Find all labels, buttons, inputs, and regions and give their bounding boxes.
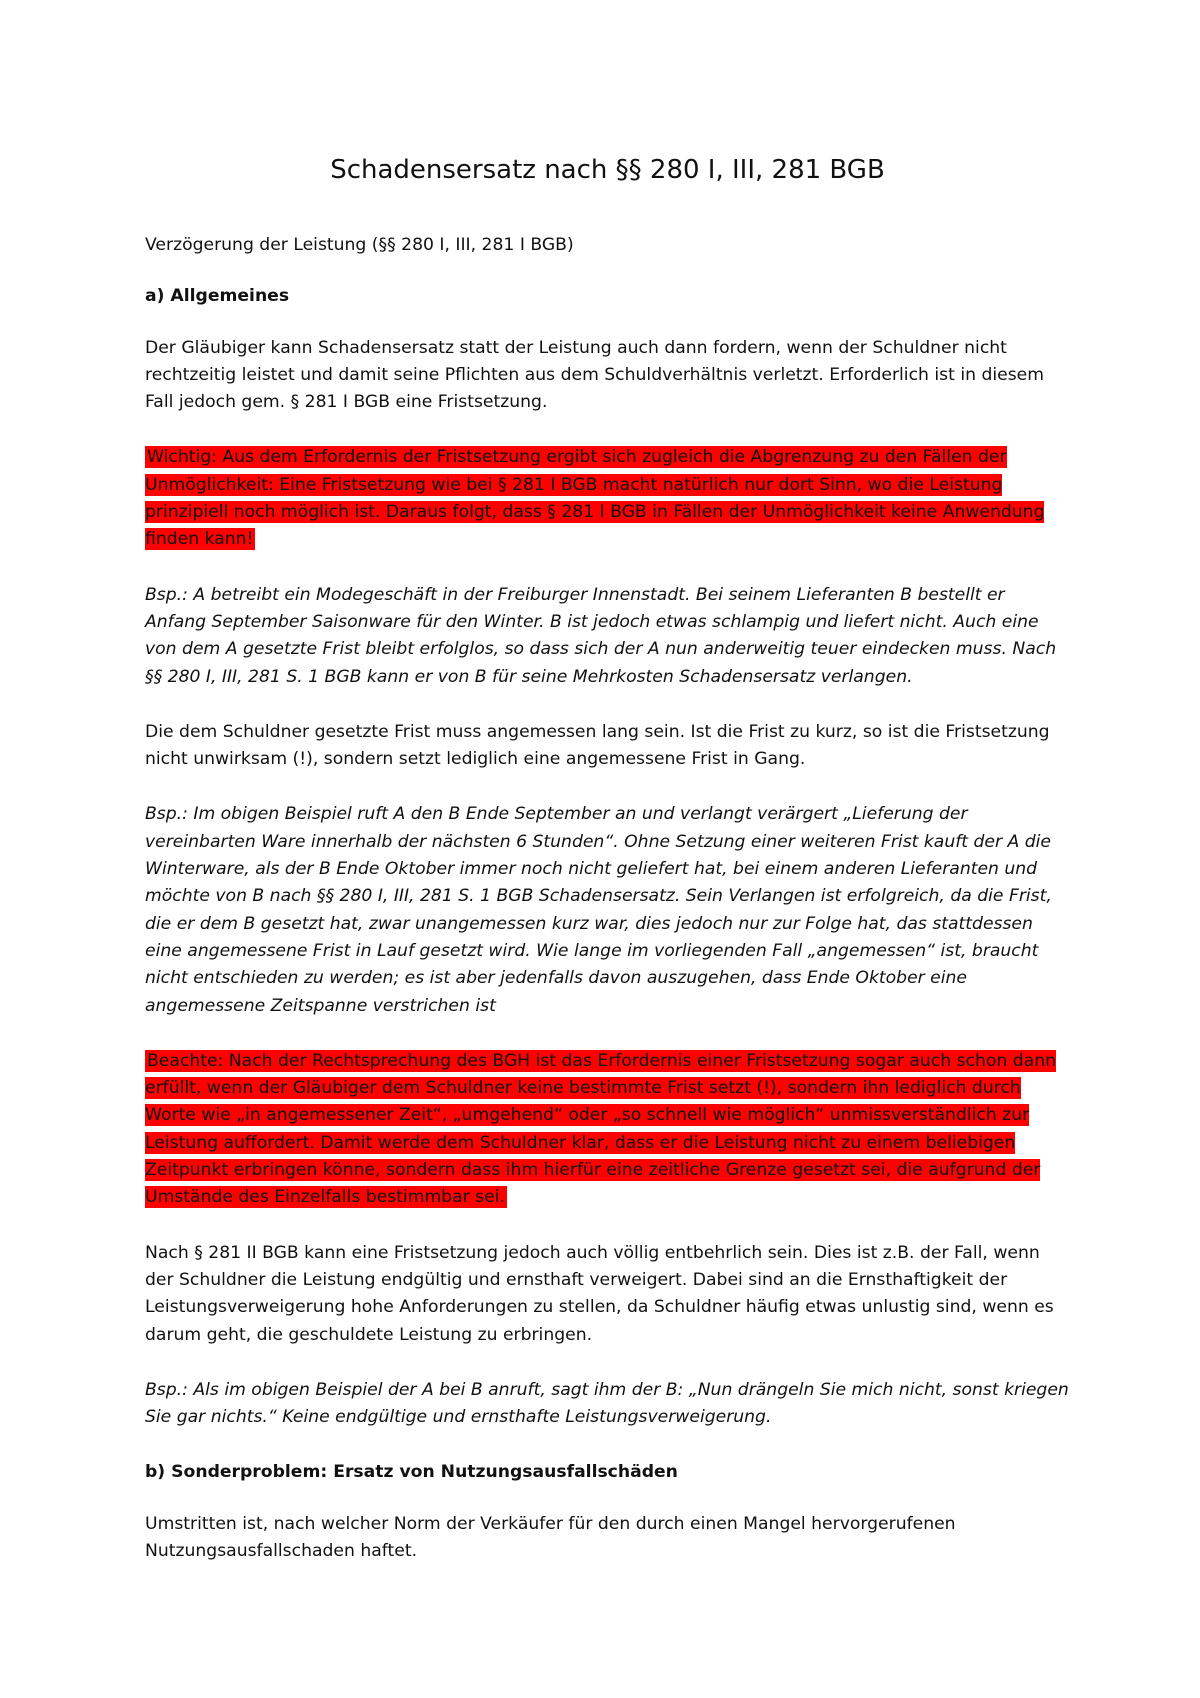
example-2: Bsp.: Im obigen Beispiel ruft A den B Ende September an und verlangt verärgert „Lieferung der vereinbarten Ware innerhalb der nächsten 6 Stunden“. Ohne Setzung einer weiteren Frist kauft der A die Winterware, als der B Ende Oktober immer noch nicht geliefert hat, bei einem anderen Lieferanten und möchte von B nach §§ 280 I, III, 281 S. 1 BGB Schadensersatz. Sein Verlangen ist erfolgreich, da die Frist, die er dem B gesetzt hat, zwar unangemessen kurz war, dies jedoch nur zur Folge hat, das stattdessen eine angemessene Frist in Lauf gesetzt wird. Wie lange im vorliegenden Fall „angemessen“ ist, braucht nicht entschieden zu werden; es ist aber jedenfalls davon auszugehen, dass Ende Oktober eine angemessene Zeitspanne verstrichen ist xyxy=(145,804,1052,1016)
highlight-text-note: Beachte: Nach der Rechtsprechung des BGH ist das Erfordernis einer Fristsetzung sogar auch schon dann erfüllt, wenn der Gläubiger dem Schuldner keine bestimmte Frist setzt (!), sondern ihn lediglich durch Worte wie „in angemessener Zeit“, „umgehend“ oder „so schnell wie möglich“ unmissverständlich zur Leistung auffordert. Damit werde dem Schuldner klar, dass er die Leistung nicht zu einem beliebigen Zeitpunkt erbringen könne, sondern dass ihm hierfür eine zeitliche Grenze gesetzt sei, die aufgrund der Umstände des Einzelfalls bestimmbar sei. xyxy=(145,1050,1056,1208)
section-a-heading: a) Allgemeines xyxy=(145,286,290,307)
paragraph-deadline-dispensable: Nach § 281 II BGB kann eine Fristsetzung jedoch auch völlig entbehrlich sein. Dies ist z.B. der Fall, wenn der Schuldner die Leistung endgültig und ernsthaft verweigert. Dabei sind an die Ernsthaftigkeit der Leistungsverweigerung hohe Anforderungen zu stellen, da Schuldner häufig etwas unlustig sind, wenn es darum geht, die geschuldete Leistung zu erbringen. xyxy=(145,1242,1054,1345)
highlight-block-note xyxy=(145,1048,1070,1212)
example-3: Bsp.: Als im obigen Beispiel der A bei B anruft, sagt ihm der B: „Nun drängeln Sie mich nicht, sonst kriegen Sie gar nichts.“ Keine endgültige und ernsthafte Leistungsverweigerung. xyxy=(145,1379,1069,1428)
highlight-text-important: Wichtig: Aus dem Erfordernis der Fristsetzung ergibt sich zugleich die Abgrenzung zu den Fällen der Unmöglichkeit: Eine Fristsetzung wie bei § 281 I BGB macht natürlich nur dort Sinn, wo die Leistung prinzipiell noch möglich ist. Daraus folgt, dass § 281 I BGB in Fällen der Unmöglichkeit keine Anwendung finden kann! xyxy=(145,447,1045,550)
paragraph-general: Der Gläubiger kann Schadensersatz statt der Leistung auch dann fordern, wenn der Schuldner nicht rechtzeitig leistet und damit seine Pflichten aus dem Schuldverhältnis verletzt. Erforderlich ist in diesem Fall jedoch gem. § 281 I BGB eine Fristsetzung. xyxy=(145,337,1044,413)
example-1: Bsp.: A betreibt ein Modegeschäft in der Freiburger Innenstadt. Bei seinem Lieferanten B bestellt er Anfang September Saisonware für den Winter. B ist jedoch etwas schlampig und liefert nicht. Auch eine von dem A gesetzte Frist bleibt erfolglos, so dass sich der A nun anderweitig teuer eindecken muss. Nach §§ 280 I, III, 281 S. 1 BGB kann er von B für seine Mehrkosten Schadensersatz verlangen. xyxy=(145,584,1057,687)
document-title: Schadensersatz nach §§ 280 I, III, 281 BGB xyxy=(330,155,885,185)
document-body xyxy=(145,152,1070,1593)
section-subtitle: Verzögerung der Leistung (§§ 280 I, III, 281 I BGB) xyxy=(145,235,574,255)
paragraph-usage-loss: Umstritten ist, nach welcher Norm der Verkäufer für den durch einen Mangel hervorgerufenen Nutzungsausfallschaden haftet. xyxy=(145,1513,956,1561)
section-b-heading: b) Sonderproblem: Ersatz von Nutzungsausfallschäden xyxy=(145,1462,678,1483)
paragraph-deadline-length: Die dem Schuldner gesetzte Frist muss angemessen lang sein. Ist die Frist zu kurz, so ist die Fristsetzung nicht unwirksam (!), sondern setzt lediglich eine angemessene Frist in Gang. xyxy=(145,721,1050,770)
highlight-block-important xyxy=(145,444,1070,553)
